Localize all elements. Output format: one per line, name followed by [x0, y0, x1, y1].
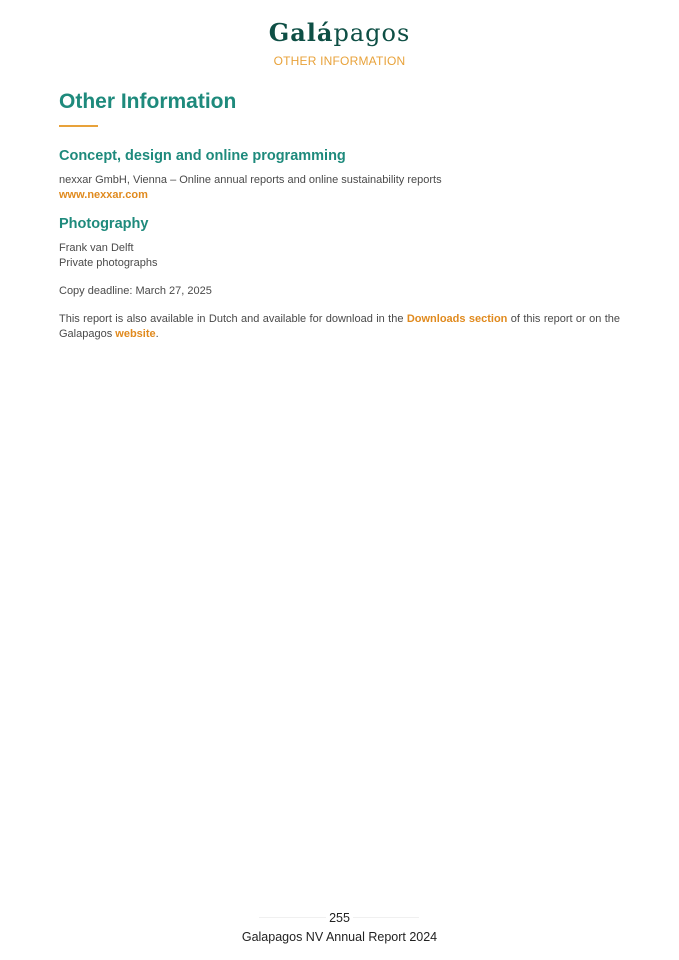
website-link[interactable]: website: [115, 328, 156, 340]
title-underline: [59, 125, 98, 127]
nexxar-website-link[interactable]: www.nexxar.com: [59, 189, 148, 201]
section-label: OTHER INFORMATION: [273, 54, 406, 68]
copy-deadline: Copy deadline: March 27, 2025: [59, 285, 212, 297]
availability-text-middle: of this report or on the Galapagos: [59, 313, 620, 340]
availability-paragraph: [59, 312, 620, 342]
report-title: Galapagos NV Annual Report 2024: [241, 930, 438, 944]
concept-design-description: nexxar GmbH, Vienna – Online annual reports and online sustainability reports: [59, 174, 442, 186]
availability-text-start: This report is also available in Dutch and available for download in the: [59, 313, 407, 325]
page-number: 255: [326, 910, 353, 926]
photography-source: Private photographs: [59, 257, 158, 269]
downloads-section-link[interactable]: Downloads section: [406, 313, 508, 325]
page-footer: [0, 909, 679, 945]
page-title: Other Information: [59, 90, 237, 113]
page-header: [0, 18, 679, 68]
photographer-name: Frank van Delft: [59, 242, 134, 254]
logo-bold-part: Galá: [268, 18, 334, 47]
photography-heading: Photography: [59, 216, 149, 232]
galapagos-logo: [0, 18, 679, 48]
availability-text-end: .: [155, 328, 159, 340]
main-content: [59, 88, 620, 342]
concept-design-heading: Concept, design and online programming: [59, 148, 346, 164]
logo-light-part: pagos: [333, 19, 411, 47]
